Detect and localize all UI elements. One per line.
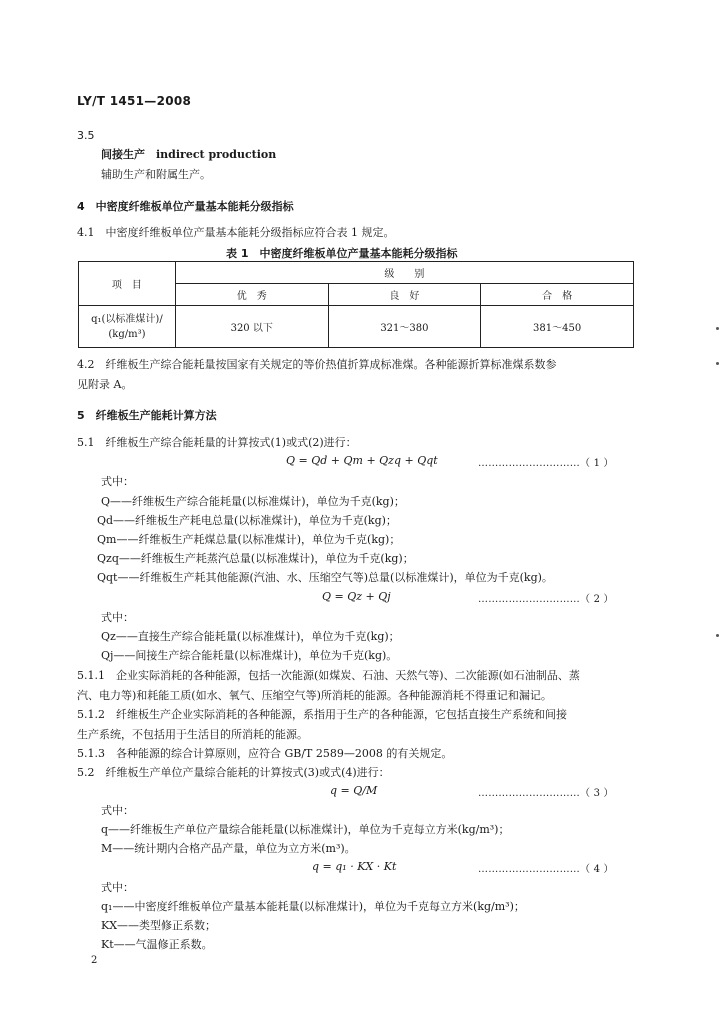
- def-3-q: q——纤维板生产单位产量综合能耗量(以标准煤计)，单位为千克每立方米(kg/m³)；: [101, 823, 510, 836]
- where-label-1: 式中：: [101, 475, 134, 488]
- clause-4-1: 4.1 中密度纤维板单位产量基本能耗分级指标应符合表 1 规定。: [77, 226, 395, 239]
- def-3-m: M——统计期内合格产品产量，单位为立方米(m³)。: [101, 842, 356, 855]
- def-1-qd: Qd——纤维板生产耗电总量(以标准煤计)，单位为千克(kg)；: [97, 514, 397, 527]
- section-3-5-definition: 辅助生产和附属生产。: [101, 168, 211, 181]
- energy-grade-table: [78, 261, 634, 348]
- where-label-3: 式中：: [101, 804, 134, 817]
- formula-3-number: …………………………（ 3 ）: [478, 788, 614, 799]
- table-row-label-line2: (kg/m³): [108, 328, 146, 340]
- formula-4: q = q₁ · KX · Kt: [312, 860, 397, 873]
- formula-1: Q = Qd + Qm + Qzq + Qqt: [286, 454, 438, 467]
- table-grade-excellent: 优 秀: [175, 284, 328, 306]
- table-caption: 表 1 中密度纤维板单位产量基本能耗分级指标: [226, 247, 458, 260]
- table-grade-header: 级 别: [175, 262, 633, 284]
- def-4-q1: q₁——中密度纤维板单位产量基本能耗量(以标准煤计)，单位为千克每立方米(kg/m³)；: [101, 900, 525, 913]
- page-number: 2: [91, 955, 98, 966]
- table-item-header: 项 目: [79, 262, 176, 306]
- formula-2: Q = Qz + Qj: [322, 590, 391, 603]
- table-grade-pass: 合 格: [481, 284, 634, 306]
- clause-5-1-3: 5.1.3 各种能源的综合计算原则，应符合 GB/T 2589—2008 的有关规定。: [77, 747, 453, 760]
- def-1-qm: Qm——纤维板生产耗煤总量(以标准煤计)，单位为千克(kg)；: [97, 533, 401, 546]
- section-5-heading: 5 纤维板生产能耗计算方法: [77, 409, 217, 422]
- clause-5-1-1-line1: 5.1.1 企业实际消耗的各种能源，包括一次能源(如煤炭、石油、天然气等)、二次能源(如石油制品、蒸: [77, 669, 580, 682]
- clause-5-2: 5.2 纤维板生产单位产量综合能耗的计算按式(3)或式(4)进行：: [77, 766, 390, 779]
- formula-1-number: …………………………（ 1 ）: [478, 458, 614, 469]
- section-3-5-term: 间接生产 indirect production: [101, 148, 277, 161]
- section-3-5-number: 3.5: [77, 129, 95, 142]
- formula-3: q = Q/M: [330, 784, 378, 797]
- def-1-q: Q——纤维板生产综合能耗量(以标准煤计)，单位为千克(kg)；: [101, 495, 405, 508]
- standard-code: LY/T 1451—2008: [77, 94, 192, 108]
- table-grade-good: 良 好: [328, 284, 481, 306]
- clause-5-1-1-line2: 汽、电力等)和耗能工质(如水、氧气、压缩空气等)所消耗的能源。各种能源消耗不得重记和漏记。: [77, 689, 552, 702]
- where-label-2: 式中：: [101, 611, 134, 624]
- def-2-qj: Qj——间接生产综合能耗量(以标准煤计)，单位为千克(kg)。: [101, 649, 398, 662]
- scan-edge-mark: [716, 362, 719, 365]
- table-value-pass: 381～450: [481, 306, 634, 348]
- clause-4-2-line1: 4.2 纤维板生产综合能耗量按国家有关规定的等价热值折算成标准煤。各种能源折算标准煤系数参: [77, 358, 557, 371]
- def-1-qqt: Qqt——纤维板生产耗其他能源(汽油、水、压缩空气等)总量(以标准煤计)，单位为千克(kg)。: [97, 571, 553, 584]
- table-row-label: [79, 306, 176, 348]
- scan-edge-mark: [716, 327, 719, 330]
- def-1-qzq: Qzq——纤维板生产耗蒸汽总量(以标准煤计)，单位为千克(kg)；: [97, 552, 414, 565]
- where-label-4: 式中：: [101, 881, 134, 894]
- def-4-kt: Kt——气温修正系数。: [101, 938, 213, 951]
- table-row-label-line1: q₁(以标准煤计)/: [91, 313, 163, 325]
- table-value-excellent: 320 以下: [175, 306, 328, 348]
- section-4-heading: 4 中密度纤维板单位产量基本能耗分级指标: [77, 200, 294, 213]
- def-2-qz: Qz——直接生产综合能耗量(以标准煤计)，单位为千克(kg)；: [101, 630, 400, 643]
- clause-5-1-2-line2: 生产系统，不包括用于生活目的所消耗的能源。: [77, 728, 308, 741]
- table-value-good: 321～380: [328, 306, 481, 348]
- scan-edge-mark: [716, 634, 719, 637]
- clause-5-1: 5.1 纤维板生产综合能耗量的计算按式(1)或式(2)进行：: [77, 436, 357, 449]
- clause-4-2-line2: 见附录 A。: [77, 378, 133, 391]
- clause-5-1-2-line1: 5.1.2 纤维板生产企业实际消耗的各种能源，系指用于生产的各种能源，它包括直接生产系统和间接: [77, 708, 567, 721]
- formula-2-number: …………………………（ 2 ）: [478, 594, 614, 605]
- def-4-kx: KX——类型修正系数；: [101, 919, 217, 932]
- formula-4-number: …………………………（ 4 ）: [478, 864, 614, 875]
